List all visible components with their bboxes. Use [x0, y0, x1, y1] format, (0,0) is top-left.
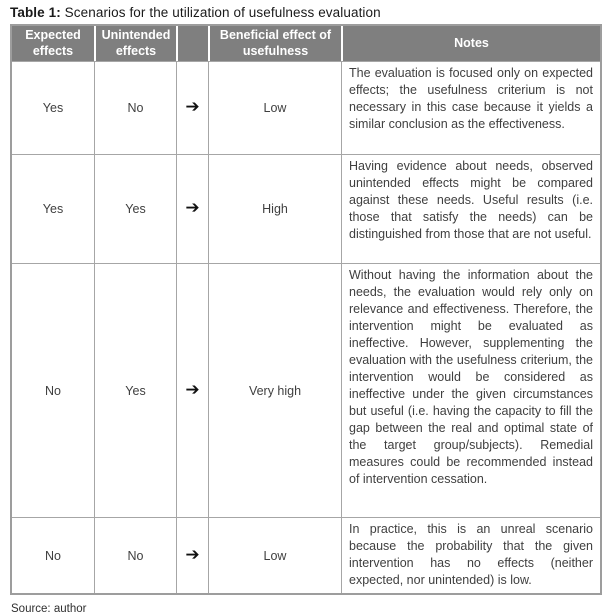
- beneficial-effect-value: Low: [208, 61, 341, 154]
- beneficial-effect-value: Low: [208, 517, 341, 593]
- beneficial-effect-value: High: [208, 154, 341, 263]
- notes-text: The evaluation is focused only on expected effects; the usefulness criterium is not necessary in this case because it yields a similar conclusion as the effectiveness.: [341, 61, 600, 154]
- expected-effects-value: Yes: [12, 154, 94, 263]
- unintended-effects-value: No: [94, 517, 176, 593]
- header-row: [12, 26, 600, 61]
- expected-effects-value: Yes: [12, 61, 94, 154]
- scenarios-table-frame: [10, 24, 602, 595]
- header-notes: Notes: [341, 26, 600, 61]
- expected-effects-value: No: [12, 517, 94, 593]
- header-beneficial-effect: Beneficial effect of usefulness: [208, 26, 341, 61]
- unintended-effects-value: No: [94, 61, 176, 154]
- document-page: [10, 5, 609, 615]
- scenarios-table: [12, 26, 600, 593]
- right-arrow-icon: ➔: [176, 517, 208, 593]
- source-note: Source: author: [11, 603, 87, 615]
- header-expected-effects: Expected effects: [12, 26, 94, 61]
- table-caption-text: Scenarios for the utilization of usefulness evaluation: [60, 5, 381, 20]
- expected-effects-value: No: [12, 263, 94, 517]
- table-row: [12, 154, 600, 263]
- right-arrow-icon: ➔: [176, 263, 208, 517]
- right-arrow-icon: ➔: [176, 61, 208, 154]
- table-row: [12, 61, 600, 154]
- right-arrow-icon: ➔: [176, 154, 208, 263]
- notes-text: Having evidence about needs, observed unintended effects might be compared against these needs. Useful results (i.e. those that satisfy the needs) can be distinguished from those that are not useful.: [341, 154, 600, 263]
- table-caption: [10, 5, 609, 20]
- table-row: [12, 263, 600, 517]
- unintended-effects-value: Yes: [94, 154, 176, 263]
- notes-text: Without having the information about the needs, the evaluation would rely only on relevance and effectiveness. Therefore, the intervention might be evaluated as ineffective. However, supplementing the evaluation with the usefulness criterium, the intervention would be considered as ineffective under the given circumstances but useful (i.e. having the capacity to fill the gap between the real and optimal state of the target group/subjects). Remedial measures could be recommended instead of intervention cessation.: [341, 263, 600, 517]
- header-arrow-column: [176, 26, 208, 61]
- header-unintended-effects: Unintended effects: [94, 26, 176, 61]
- table-caption-label: Table 1:: [10, 5, 61, 20]
- notes-text: In practice, this is an unreal scenario because the probability that the given intervention has no effects (neither expected, nor unintended) is low.: [341, 517, 600, 593]
- unintended-effects-value: Yes: [94, 263, 176, 517]
- beneficial-effect-value: Very high: [208, 263, 341, 517]
- table-row: [12, 517, 600, 593]
